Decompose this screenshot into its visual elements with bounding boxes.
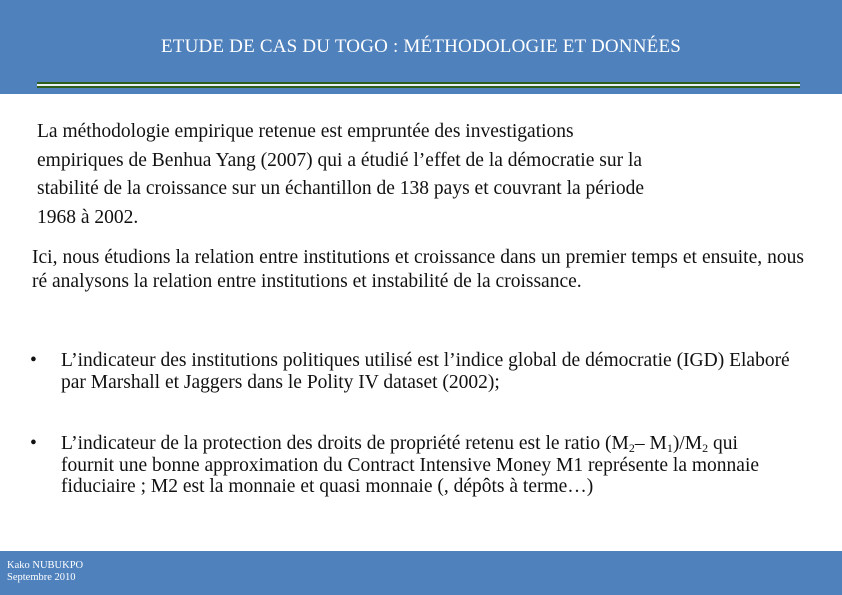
study-paragraph: Ici, nous étudions la relation entre institutions et croissance dans un premier temps et ensuite, nous ré analysons la relation entre institutions et instabilité de la croissance.: [32, 247, 804, 292]
paragraph-line: 1968 à 2002.: [37, 206, 139, 228]
bullet-text-part: – M: [634, 433, 667, 454]
footer-credit: [7, 560, 83, 584]
paragraph-line: stabilité de la croissance sur un échantillon de 138 pays et couvrant la période: [37, 178, 645, 199]
author-name: Kako NUBUKPO: [7, 560, 84, 571]
list-item: [30, 433, 790, 498]
methodology-paragraph: [37, 118, 807, 232]
bullet-text-part: L’indicateur de la protection des droits de propriété retenu est le ratio (M: [61, 433, 629, 454]
paragraph-line: La méthodologie empirique retenue est empruntée des investigations: [37, 121, 574, 142]
footer-bar: [0, 551, 842, 595]
subscript: 1: [666, 441, 673, 455]
subscript: 2: [702, 441, 709, 455]
subscript: 2: [628, 441, 635, 455]
bullet-text-part: qui fournit une bonne approximation du Contract Intensive Money M1 représente la monnaie fiduciaire ; M2 est la monnaie et quasi monnaie (, dépôts à terme…): [61, 433, 760, 497]
list-item: [30, 350, 790, 393]
presentation-date: Septembre 2010: [7, 572, 76, 583]
bullet-text: L’indicateur des institutions politiques utilisé est l’indice global de démocratie (IGD) Elaboré par Marshall et Jaggers dans le Polity IV dataset (2002);: [61, 350, 790, 393]
indicator-list: [30, 350, 790, 498]
slide-title: ETUDE DE CAS DU TOGO : MÉTHODOLOGIE ET DONNÉES: [160, 36, 682, 57]
bullet-icon: •: [30, 433, 37, 454]
title-divider: [37, 82, 800, 88]
bullet-text: [61, 433, 759, 497]
bullet-text-part: )/M: [672, 433, 703, 454]
bullet-icon: •: [30, 350, 37, 371]
paragraph-line: empiriques de Benhua Yang (2007) qui a étudié l’effet de la démocratie sur la: [37, 149, 643, 171]
